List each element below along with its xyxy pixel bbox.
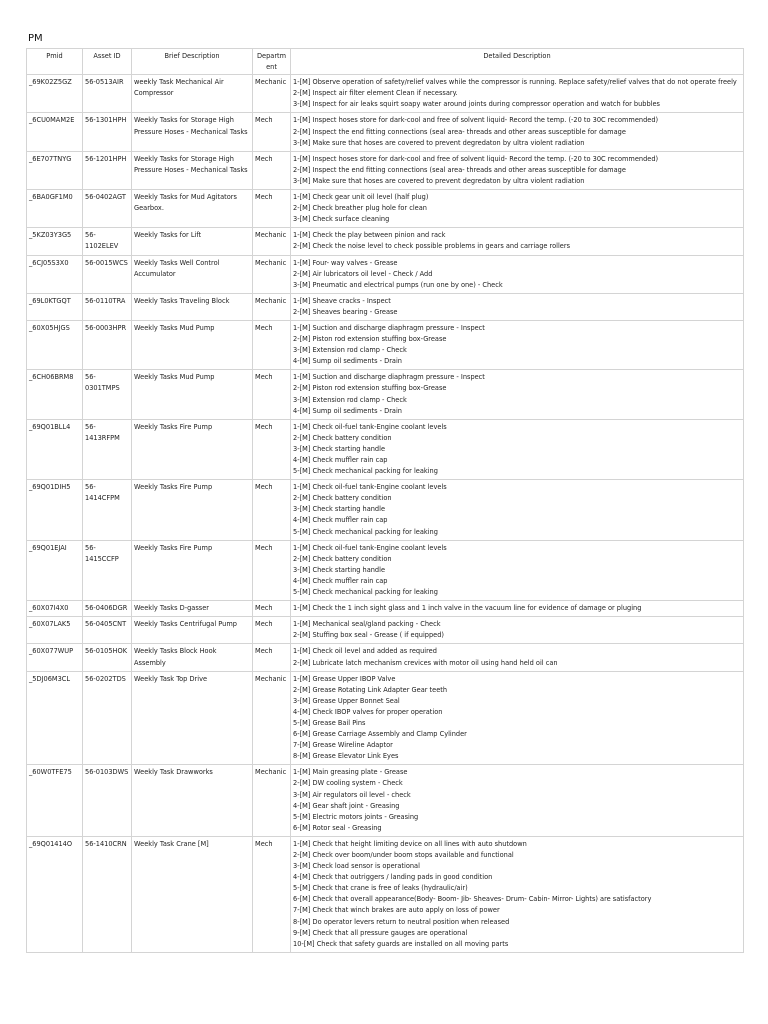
brief-description-cell: Weekly Tasks D-gasser	[132, 601, 253, 617]
pmid-cell: _60W0TFE75	[27, 765, 83, 837]
detail-line: 3-[M] Make sure that hoses are covered to prevent degredaton by ultra violent radiation	[293, 176, 585, 185]
detail-line: 3-[M] Check surface cleaning	[293, 215, 390, 224]
asset-id-cell: 56-0003HPR	[83, 320, 132, 369]
detail-line: 1-[M] Mechanical seal/gland packing - Check	[293, 620, 441, 629]
detail-line: 1-[M] Observe operation of safety/relief valves while the compressor is running. Replace safety/relief valves that do not operate freely	[293, 78, 737, 87]
detail-line: 1-[M] Check that height limiting device on all lines with auto shutdown	[293, 839, 527, 848]
detailed-description-cell	[291, 190, 744, 228]
table-header-row	[27, 49, 744, 75]
department-cell: Mechanic	[253, 75, 291, 113]
table-row	[27, 601, 744, 617]
detail-line: 4-[M] Check muffler rain cap	[293, 456, 388, 464]
detail-line: 1-[M] Check oil-fuel tank-Engine coolant levels	[293, 422, 447, 431]
brief-description-cell: Weekly Tasks Mud Pump	[132, 370, 253, 419]
detail-line: 5-[M] Grease Bail Pins	[293, 718, 366, 727]
table-row	[27, 644, 744, 671]
detail-line: 1-[M] Main greasing plate - Grease	[293, 768, 408, 777]
pmid-cell: _6CU0MAM2E	[27, 113, 83, 151]
detail-line: 6-[M] Grease Carriage Assembly and Clamp Cylinder	[293, 730, 467, 739]
page-title: PM	[28, 33, 43, 44]
detailed-description-cell	[291, 228, 744, 255]
detail-line: 1-[M] Four- way valves - Grease	[293, 258, 398, 267]
pmid-cell: _6E707TNYG	[27, 151, 83, 189]
detail-line: 1-[M] Check the 1 inch sight glass and 1 inch valve in the vacuum line for evidence of damage or pluging	[293, 604, 642, 613]
detail-line: 2-[M] Check battery condition	[293, 494, 392, 503]
brief-description-cell: Weekly Tasks for Lift	[132, 228, 253, 255]
asset-id-cell: 56-0202TDS	[83, 671, 132, 765]
asset-id-cell: 56-0105HOK	[83, 644, 132, 671]
department-cell: Mech	[253, 151, 291, 189]
asset-id-cell: 56-1415CCFP	[83, 540, 132, 600]
pmid-cell: _60X07LAK5	[27, 617, 83, 644]
asset-id-cell: 56-0513AIR	[83, 75, 132, 113]
asset-id-cell: 56-1413RFPM	[83, 419, 132, 479]
table-row	[27, 190, 744, 228]
table-row	[27, 480, 744, 540]
detail-line: 4-[M] Check IBOP valves for proper operation	[293, 707, 443, 716]
detailed-description-cell	[291, 765, 744, 837]
detail-line: 3-[M] Extension rod clamp - Check	[293, 395, 407, 404]
brief-description-cell: weekly Task Mechanical Air Compressor	[132, 75, 253, 113]
detail-line: 3-[M] Check load sensor is operational	[293, 862, 420, 871]
department-cell: Mech	[253, 836, 291, 952]
table-row	[27, 228, 744, 255]
department-cell: Mech	[253, 540, 291, 600]
detail-line: 2-[M] Sheaves bearing - Grease	[293, 307, 398, 316]
detail-line: 8-[M] Do operator levers return to neutral position when released	[293, 917, 510, 926]
department-cell: Mech	[253, 370, 291, 419]
detailed-description-cell	[291, 75, 744, 113]
header-asset-id: Asset ID	[83, 49, 132, 75]
detail-line: 5-[M] Electric motors joints - Greasing	[293, 812, 419, 821]
detail-line: 2-[M] Check over boom/under boom stops available and functional	[293, 851, 514, 859]
detail-line: 2-[M] Check the noise level to check possible problems in gears and carriage rollers	[293, 242, 571, 251]
detail-line: 3-[M] Inspect for air leaks squirt soapy water around joints during compressor operation and watch for bubbles	[293, 100, 660, 109]
detail-line: 2-[M] Inspect the end fitting connections (seal area- threads and other areas susceptible for damage	[293, 165, 626, 174]
detailed-description-cell	[291, 370, 744, 419]
detail-line: 2-[M] Check battery condition	[293, 433, 392, 442]
detail-line: 3-[M] Extension rod clamp - Check	[293, 346, 407, 355]
detail-line: 2-[M] DW cooling system - Check	[293, 779, 403, 788]
detail-line: 6-[M] Rotor seal - Greasing	[293, 823, 382, 832]
department-cell: Mech	[253, 320, 291, 369]
detail-line: 8-[M] Grease Elevator Link Eyes	[293, 752, 399, 761]
table-row	[27, 75, 744, 113]
brief-description-cell: Weekly Tasks Well Control Accumulator	[132, 255, 253, 293]
detailed-description-cell	[291, 671, 744, 765]
asset-id-cell: 56-1414CFPM	[83, 480, 132, 540]
header-department: Department	[253, 49, 291, 75]
detail-line: 4-[M] Check muffler rain cap	[293, 576, 388, 585]
department-cell: Mech	[253, 113, 291, 151]
table-row	[27, 617, 744, 644]
brief-description-cell: Weekly Tasks Fire Pump	[132, 419, 253, 479]
department-cell: Mech	[253, 601, 291, 617]
department-cell: Mech	[253, 644, 291, 671]
table-row	[27, 370, 744, 419]
pmid-cell: _60X07I4X0	[27, 601, 83, 617]
brief-description-cell: Weekly Tasks Fire Pump	[132, 480, 253, 540]
table-row	[27, 540, 744, 600]
pm-table	[26, 48, 744, 953]
table-row	[27, 671, 744, 765]
detail-line: 4-[M] Gear shaft joint - Greasing	[293, 801, 400, 810]
detail-line: 3-[M] Grease Upper Bonnet Seal	[293, 696, 400, 705]
detail-line: 7-[M] Grease Wireline Adaptor	[293, 741, 393, 750]
table-row	[27, 113, 744, 151]
detail-line: 1-[M] Check gear unit oil level (half plug)	[293, 193, 429, 202]
brief-description-cell: Weekly Tasks for Mud Agitators Gearbox.	[132, 190, 253, 228]
asset-id-cell: 56-0405CNT	[83, 617, 132, 644]
header-detailed-description: Detailed Description	[291, 49, 744, 75]
detailed-description-cell	[291, 644, 744, 671]
brief-description-cell: Weekly Tasks Fire Pump	[132, 540, 253, 600]
pmid-cell: _5DJ06M3CL	[27, 671, 83, 765]
detail-line: 1-[M] Inspect hoses store for dark-cool and free of solvent liquid- Record the temp. (-20 to 30C recommended)	[293, 116, 659, 125]
detailed-description-cell	[291, 540, 744, 600]
pmid-cell: _69L0KTGQT	[27, 293, 83, 320]
asset-id-cell: 56-0015WCS	[83, 255, 132, 293]
detailed-description-cell	[291, 293, 744, 320]
detailed-description-cell	[291, 255, 744, 293]
detail-line: 1-[M] Check oil level and added as required	[293, 647, 437, 656]
detail-line: 6-[M] Check that overall appearance(Body- Boom- Jib- Sheaves- Drum- Cabin- Mirror- Lights) are satisfactory	[293, 895, 652, 904]
brief-description-cell: Weekly Tasks for Storage High Pressure Hoses - Mechanical Tasks	[132, 113, 253, 151]
pmid-cell: _6BA0GF1M0	[27, 190, 83, 228]
brief-description-cell: Weekly Tasks Traveling Block	[132, 293, 253, 320]
department-cell: Mechanic	[253, 228, 291, 255]
brief-description-cell: Weekly Tasks Block Hook Assembly	[132, 644, 253, 671]
detail-line: 1-[M] Suction and discharge diaphragm pressure - Inspect	[293, 373, 485, 382]
detail-line: 3-[M] Make sure that hoses are covered to prevent degredaton by ultra violent radiation	[293, 138, 585, 147]
detail-line: 3-[M] Air regulators oil level - check	[293, 790, 411, 799]
brief-description-cell: Weekly Tasks Centrifugal Pump	[132, 617, 253, 644]
detail-line: 4-[M] Check muffler rain cap	[293, 516, 388, 525]
detail-line: 10-[M] Check that safety guards are installed on all moving parts	[293, 939, 509, 948]
detail-line: 5-[M] Check mechanical packing for leaking	[293, 527, 438, 536]
detail-line: 2-[M] Inspect the end fitting connections (seal area- threads and other areas susceptible for damage	[293, 127, 626, 136]
detail-line: 1-[M] Suction and discharge diaphragm pressure - Inspect	[293, 323, 485, 332]
brief-description-cell: Weekly Tasks Mud Pump	[132, 320, 253, 369]
detailed-description-cell	[291, 113, 744, 151]
table-row	[27, 255, 744, 293]
detail-line: 2-[M] Piston rod extension stuffing box-Grease	[293, 335, 447, 344]
detail-line: 7-[M] Check that winch brakes are auto apply on loss of power	[293, 906, 500, 915]
table-row	[27, 836, 744, 952]
detail-line: 1-[M] Grease Upper IBOP Valve	[293, 674, 396, 683]
table-row	[27, 419, 744, 479]
pmid-cell: _69Q01BLL4	[27, 419, 83, 479]
detail-line: 5-[M] Check mechanical packing for leaking	[293, 588, 438, 597]
detail-line: 1-[M] Check the play between pinion and rack	[293, 231, 446, 240]
brief-description-cell: Weekly Task Top Drive	[132, 671, 253, 765]
department-cell: Mechanic	[253, 765, 291, 837]
department-cell: Mech	[253, 190, 291, 228]
asset-id-cell: 56-0301TMPS	[83, 370, 132, 419]
detail-line: 2-[M] Inspect air filter element Clean if necessary.	[293, 89, 458, 98]
detail-line: 4-[M] Sump oil sediments - Drain	[293, 406, 402, 415]
header-brief-description: Brief Description	[132, 49, 253, 75]
pmid-cell: _69Q01414O	[27, 836, 83, 952]
asset-id-cell: 56-0110TRA	[83, 293, 132, 320]
asset-id-cell: 56-1102ELEV	[83, 228, 132, 255]
asset-id-cell: 56-1201HPH	[83, 151, 132, 189]
detailed-description-cell	[291, 480, 744, 540]
header-pmid: Pmid	[27, 49, 83, 75]
detail-line: 2-[M] Check battery condition	[293, 554, 392, 563]
department-cell: Mechanic	[253, 293, 291, 320]
detailed-description-cell	[291, 419, 744, 479]
brief-description-cell: Weekly Tasks for Storage High Pressure Hoses - Mechanical Tasks	[132, 151, 253, 189]
pmid-cell: _69Q01DIH5	[27, 480, 83, 540]
detail-line: 2-[M] Lubricate latch mechanism crevices with motor oil using hand held oil can	[293, 658, 558, 667]
table-body	[27, 75, 744, 953]
detailed-description-cell	[291, 601, 744, 617]
brief-description-cell: Weekly Task Crane [M]	[132, 836, 253, 952]
table-row	[27, 765, 744, 837]
detail-line: 1-[M] Inspect hoses store for dark-cool and free of solvent liquid- Record the temp. (-20 to 30C recommended)	[293, 154, 659, 163]
detail-line: 1-[M] Check oil-fuel tank-Engine coolant levels	[293, 543, 447, 552]
detail-line: 4-[M] Sump oil sediments - Drain	[293, 357, 402, 366]
detail-line: 3-[M] Check starting handle	[293, 505, 386, 514]
pmid-cell: _69Q01EJAI	[27, 540, 83, 600]
pmid-cell: _60X05HJGS	[27, 320, 83, 369]
asset-id-cell: 56-0406DGR	[83, 601, 132, 617]
pmid-cell: _6CJ05S3X0	[27, 255, 83, 293]
detail-line: 3-[M] Check starting handle	[293, 444, 386, 453]
detail-line: 1-[M] Sheave cracks - Inspect	[293, 296, 391, 305]
detail-line: 2-[M] Air lubricators oil level - Check / Add	[293, 269, 433, 278]
detail-line: 9-[M] Check that all pressure gauges are operational	[293, 928, 468, 937]
department-cell: Mech	[253, 480, 291, 540]
asset-id-cell: 56-1301HPH	[83, 113, 132, 151]
table-row	[27, 293, 744, 320]
detailed-description-cell	[291, 836, 744, 952]
department-cell: Mech	[253, 419, 291, 479]
detail-line: 1-[M] Check oil-fuel tank-Engine coolant levels	[293, 483, 447, 492]
detail-line: 5-[M] Check that crane is free of leaks (hydraulic/air)	[293, 884, 468, 893]
detail-line: 3-[M] Pneumatic and electrical pumps (run one by one) - Check	[293, 280, 503, 289]
department-cell: Mechanic	[253, 255, 291, 293]
detailed-description-cell	[291, 320, 744, 369]
asset-id-cell: 56-1410CRN	[83, 836, 132, 952]
detail-line: 4-[M] Check that outriggers / landing pads in good condition	[293, 873, 493, 882]
detail-line: 5-[M] Check mechanical packing for leaking	[293, 467, 438, 476]
pmid-cell: _5KZ03Y3G5	[27, 228, 83, 255]
pmid-cell: _6CH06BRM8	[27, 370, 83, 419]
department-cell: Mechanic	[253, 671, 291, 765]
department-cell: Mech	[253, 617, 291, 644]
brief-description-cell: Weekly Task Drawworks	[132, 765, 253, 837]
detail-line: 2-[M] Stuffing box seal - Grease ( if equipped)	[293, 631, 444, 640]
asset-id-cell: 56-0103DWS	[83, 765, 132, 837]
detailed-description-cell	[291, 151, 744, 189]
pmid-cell: _69K02Z5GZ	[27, 75, 83, 113]
detail-line: 3-[M] Check starting handle	[293, 565, 386, 574]
table-row	[27, 151, 744, 189]
detailed-description-cell	[291, 617, 744, 644]
pmid-cell: _60X077WUP	[27, 644, 83, 671]
detail-line: 2-[M] Check breather plug hole for clean	[293, 204, 427, 213]
asset-id-cell: 56-0402AGT	[83, 190, 132, 228]
detail-line: 2-[M] Piston rod extension stuffing box-Grease	[293, 384, 447, 393]
detail-line: 2-[M] Grease Rotating Link Adapter Gear teeth	[293, 685, 448, 694]
table-row	[27, 320, 744, 369]
